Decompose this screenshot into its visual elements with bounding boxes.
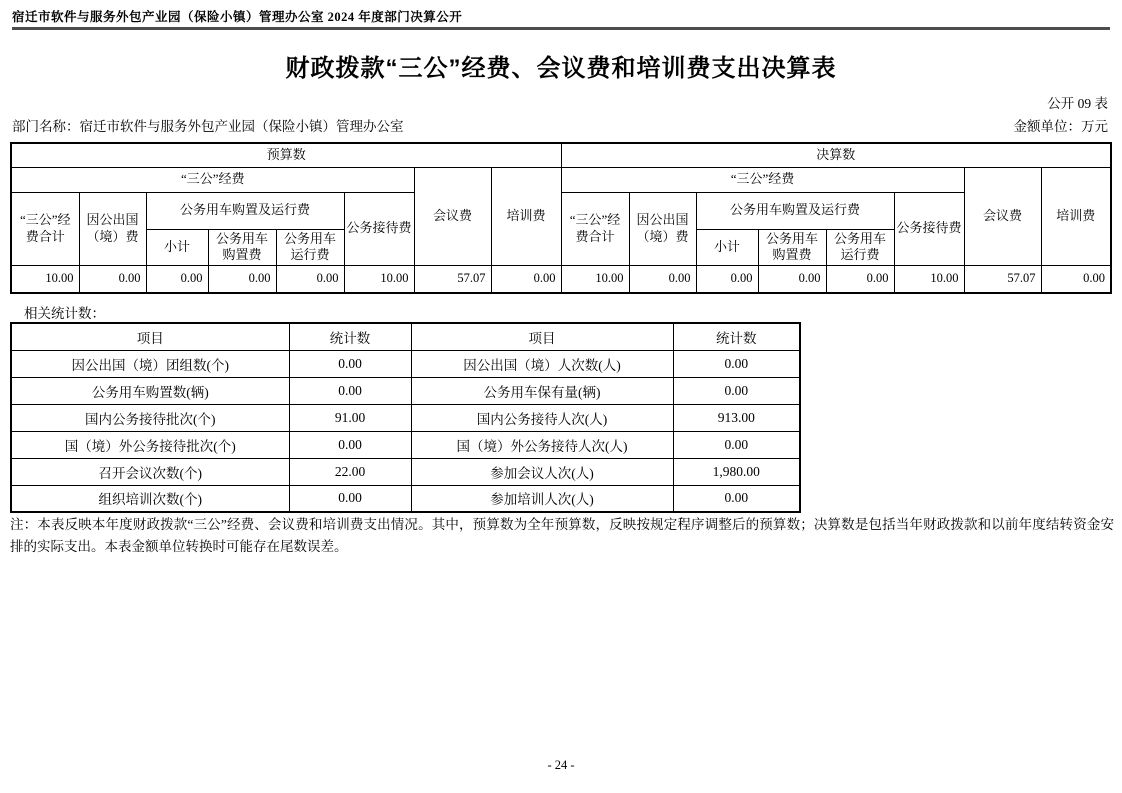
stat-item: 国（境）外公务接待批次(个) [11,431,289,458]
stat-value: 1,980.00 [673,458,800,485]
col-vehicle-subtotal-final: 小计 [696,229,758,265]
stats-value-header-right: 统计数 [673,323,800,350]
col-training-fee-budget: 培训费 [491,167,561,265]
stats-row-vehicle [11,377,800,404]
col-vehicle-subtotal-budget: 小计 [146,229,208,265]
page-title: 财政拨款“三公”经费、会议费和培训费支出决算表 [285,55,837,82]
budget-vehicle-operation-value: 0.00 [276,265,344,293]
budget-reception-value: 10.00 [344,265,414,293]
stat-item: 参加培训人次(人) [411,485,673,512]
budget-vehicle-subtotal-value: 0.00 [146,265,208,293]
stat-value: 0.00 [289,377,411,404]
stat-value: 0.00 [673,377,800,404]
stat-item: 因公出国（境）人次数(人) [411,350,673,377]
stats-header-row [11,323,800,350]
stat-value: 22.00 [289,458,411,485]
stats-row-meeting [11,458,800,485]
col-sangong-total-budget: “三公”经费合计 [11,192,79,265]
stat-value: 0.00 [673,485,800,512]
stats-row-abroad [11,350,800,377]
stat-item: 组织培训次数(个) [11,485,289,512]
col-meeting-fee-final: 会议费 [964,167,1041,265]
col-vehicle-operation-final: 公务用车运行费 [826,229,894,265]
col-abroad-fee-budget: 因公出国（境）费 [79,192,146,265]
final-abroad-value: 0.00 [629,265,696,293]
col-vehicle-purchase-final: 公务用车购置费 [758,229,826,265]
col-sangong-total-final: “三公”经费合计 [561,192,629,265]
stats-item-header-left: 项目 [11,323,289,350]
sangong-group-header-budget: “三公”经费 [11,167,414,192]
col-vehicle-purchase-budget: 公务用车购置费 [208,229,276,265]
stat-value: 0.00 [289,431,411,458]
col-abroad-fee-final: 因公出国（境）费 [629,192,696,265]
stats-row-training [11,485,800,512]
budget-training-value: 0.00 [491,265,561,293]
budget-vehicle-purchase-value: 0.00 [208,265,276,293]
stat-item: 公务用车购置数(辆) [11,377,289,404]
col-vehicle-group-budget: 公务用车购置及运行费 [146,192,344,229]
header-divider [12,27,1110,30]
stats-table [10,322,801,513]
page-number: - 24 - [547,758,575,772]
final-vehicle-operation-value: 0.00 [826,265,894,293]
stats-value-header-left: 统计数 [289,323,411,350]
final-reception-value: 10.00 [894,265,964,293]
final-vehicle-purchase-value: 0.00 [758,265,826,293]
stat-item: 国内公务接待人次(人) [411,404,673,431]
page-header: 宿迁市软件与服务外包产业园（保险小镇）管理办公室 2024 年度部门决算公开 [12,10,463,24]
section-header-budget: 预算数 [11,143,561,167]
stat-value: 0.00 [289,485,411,512]
stat-value: 0.00 [673,350,800,377]
stat-item: 国（境）外公务接待人次(人) [411,431,673,458]
stat-item: 因公出国（境）团组数(个) [11,350,289,377]
col-reception-fee-budget: 公务接待费 [344,192,414,265]
final-training-value: 0.00 [1041,265,1111,293]
stat-value: 91.00 [289,404,411,431]
stats-item-header-right: 项目 [411,323,673,350]
unit-label: 金额单位：万元 [1013,119,1108,134]
stats-row-foreign-reception [11,431,800,458]
table-code: 公开 09 表 [1047,96,1108,111]
stat-item: 召开会议次数(个) [11,458,289,485]
budget-abroad-value: 0.00 [79,265,146,293]
main-table [10,142,1112,294]
stat-value: 0.00 [289,350,411,377]
final-vehicle-subtotal-value: 0.00 [696,265,758,293]
section-header-final: 决算数 [561,143,1111,167]
col-vehicle-operation-budget: 公务用车运行费 [276,229,344,265]
stat-item: 公务用车保有量(辆) [411,377,673,404]
final-sangong-total-value: 10.00 [561,265,629,293]
footnote: 注：本表反映本年度财政拨款“三公”经费、会议费和培训费支出情况。其中，预算数为全年预算数，反映按规定程序调整后的预算数；决算数是包括当年财政拨款和以前年度结转资金安排的实际支出。本表金额单位转换时可能存在尾数误差。 [10,517,1114,554]
stats-label: 相关统计数： [24,306,105,321]
budget-meeting-value: 57.07 [414,265,491,293]
budget-sangong-total-value: 10.00 [11,265,79,293]
sangong-group-header-final: “三公”经费 [561,167,964,192]
stats-row-domestic-reception [11,404,800,431]
stat-value: 913.00 [673,404,800,431]
dept-name: 部门名称：宿迁市软件与服务外包产业园（保险小镇）管理办公室 [12,119,404,134]
stat-value: 0.00 [673,431,800,458]
col-meeting-fee-budget: 会议费 [414,167,491,265]
col-vehicle-group-final: 公务用车购置及运行费 [696,192,894,229]
col-reception-fee-final: 公务接待费 [894,192,964,265]
stat-item: 国内公务接待批次(个) [11,404,289,431]
final-meeting-value: 57.07 [964,265,1041,293]
stat-item: 参加会议人次(人) [411,458,673,485]
col-training-fee-final: 培训费 [1041,167,1111,265]
